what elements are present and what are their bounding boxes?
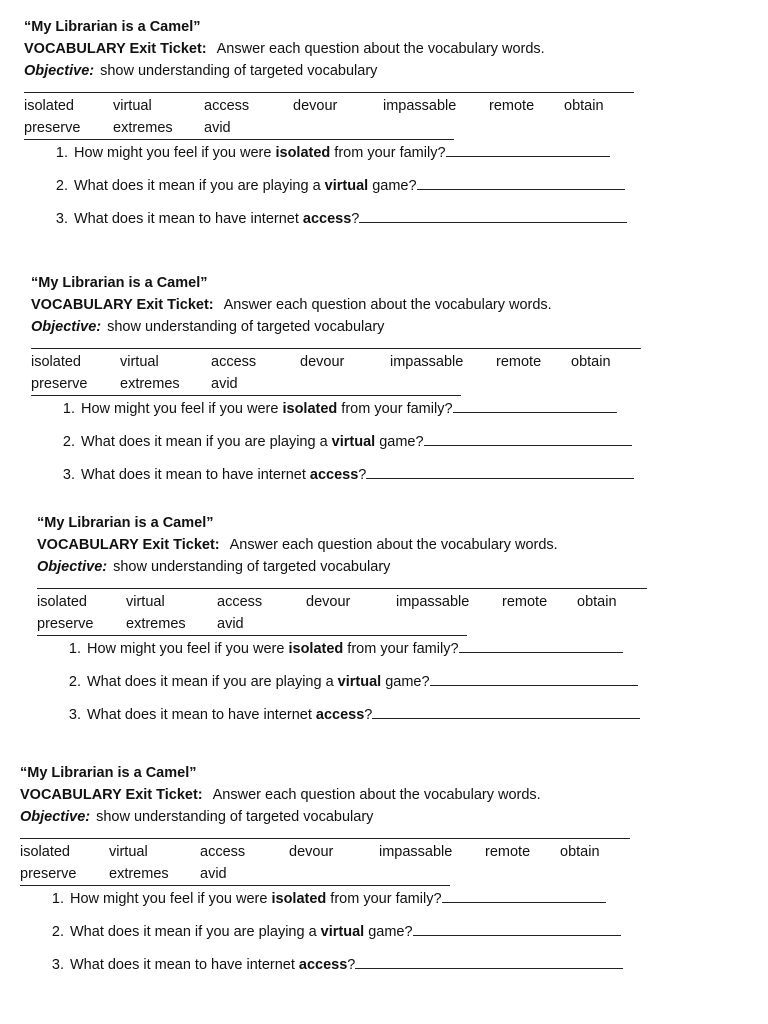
word-bank-word: preserve: [20, 866, 77, 882]
word-bank: [20, 841, 640, 886]
word-bank: [31, 351, 651, 396]
objective-text: show understanding of targeted vocabulary: [107, 319, 385, 335]
objective-label: Objective:: [20, 809, 91, 825]
objective-text: show understanding of targeted vocabulary: [113, 559, 391, 575]
word-bank-word: impassable: [379, 844, 453, 860]
heading-text: Answer each question about the vocabulary words.: [223, 297, 552, 313]
word-bank-word: extremes: [113, 120, 173, 136]
exit-ticket: [24, 16, 664, 227]
question-item: 2. What does it mean if you are playing a virtual game?: [42, 921, 652, 954]
word-bank-word: virtual: [109, 844, 148, 860]
heading-text: Answer each question about the vocabulary words.: [216, 41, 545, 57]
divider-line: [20, 838, 630, 839]
heading-text: Answer each question about the vocabulary words.: [212, 787, 541, 803]
question-item: 2. What does it mean if you are playing a virtual game?: [46, 175, 656, 208]
word-bank-word: isolated: [31, 354, 81, 370]
word-bank-row-2: [24, 117, 454, 140]
answer-blank[interactable]: [424, 431, 632, 446]
answer-blank[interactable]: [446, 142, 610, 157]
answer-blank[interactable]: [413, 921, 621, 936]
answer-blank[interactable]: [372, 704, 640, 719]
word-bank-word: isolated: [24, 98, 74, 114]
ticket-objective: [24, 60, 664, 82]
answer-blank[interactable]: [442, 888, 606, 903]
question-item: 1. How might you feel if you were isolated from your family?: [42, 888, 652, 921]
word-bank: [24, 95, 644, 140]
divider-line: [24, 92, 634, 93]
word-bank-row-2: [37, 613, 467, 636]
question-item: 3. What does it mean to have internet access?: [59, 704, 669, 737]
answer-blank[interactable]: [366, 464, 634, 479]
divider-line: [37, 588, 647, 589]
question-item: 1. How might you feel if you were isolated from your family?: [59, 638, 669, 671]
word-bank-word: devour: [300, 354, 345, 370]
word-bank-word: access: [204, 98, 250, 114]
question-item: 3. What does it mean to have internet access?: [42, 954, 652, 987]
word-bank-row-2: [31, 373, 461, 396]
word-bank-word: access: [211, 354, 257, 370]
answer-blank[interactable]: [430, 671, 638, 686]
question-item: 3. What does it mean to have internet access?: [46, 208, 656, 241]
word-bank-word: extremes: [126, 616, 186, 632]
ticket-title: “My Librarian is a Camel”: [37, 515, 214, 531]
heading-label: VOCABULARY Exit Ticket:: [24, 41, 207, 57]
question-list: [59, 638, 669, 737]
word-bank-row-2: [20, 863, 450, 886]
question-list: [42, 888, 652, 987]
word-bank-word: extremes: [109, 866, 169, 882]
word-bank-word: preserve: [37, 616, 94, 632]
word-bank-row-1: [31, 351, 651, 373]
word-bank-word: preserve: [24, 120, 81, 136]
ticket-objective: [31, 316, 671, 338]
word-bank-word: devour: [293, 98, 338, 114]
question-item: 1. How might you feel if you were isolated from your family?: [46, 142, 656, 175]
ticket-heading: [24, 38, 664, 60]
question-list: [46, 142, 656, 241]
word-bank-word: access: [217, 594, 263, 610]
answer-blank[interactable]: [355, 954, 623, 969]
exit-ticket: [37, 512, 677, 723]
word-bank-word: devour: [289, 844, 334, 860]
word-bank-word: remote: [489, 98, 535, 114]
heading-text: Answer each question about the vocabulary words.: [229, 537, 558, 553]
word-bank-row-1: [37, 591, 657, 613]
word-bank-word: remote: [496, 354, 542, 370]
word-bank-word: obtain: [577, 594, 617, 610]
word-bank-word: preserve: [31, 376, 88, 392]
word-bank-word: access: [200, 844, 246, 860]
ticket-title: “My Librarian is a Camel”: [24, 19, 201, 35]
ticket-objective: [20, 806, 660, 828]
question-item: 1. How might you feel if you were isolated from your family?: [53, 398, 663, 431]
ticket-title: “My Librarian is a Camel”: [20, 765, 197, 781]
answer-blank[interactable]: [453, 398, 617, 413]
word-bank-word: virtual: [113, 98, 152, 114]
ticket-heading: [20, 784, 660, 806]
question-item: 2. What does it mean if you are playing a virtual game?: [53, 431, 663, 464]
word-bank-word: impassable: [383, 98, 457, 114]
word-bank-row-1: [24, 95, 644, 117]
heading-label: VOCABULARY Exit Ticket:: [20, 787, 203, 803]
question-list: [53, 398, 663, 497]
word-bank-word: virtual: [120, 354, 159, 370]
word-bank-word: obtain: [560, 844, 600, 860]
word-bank-word: virtual: [126, 594, 165, 610]
question-item: 3. What does it mean to have internet access?: [53, 464, 663, 497]
heading-label: VOCABULARY Exit Ticket:: [37, 537, 220, 553]
word-bank: [37, 591, 657, 636]
ticket-heading: [37, 534, 677, 556]
word-bank-word: extremes: [120, 376, 180, 392]
word-bank-word: remote: [502, 594, 548, 610]
word-bank-word: isolated: [20, 844, 70, 860]
ticket-heading: [31, 294, 671, 316]
exit-ticket: [31, 272, 671, 483]
objective-text: show understanding of targeted vocabulary: [100, 63, 378, 79]
answer-blank[interactable]: [417, 175, 625, 190]
heading-label: VOCABULARY Exit Ticket:: [31, 297, 214, 313]
ticket-objective: [37, 556, 677, 578]
answer-blank[interactable]: [459, 638, 623, 653]
word-bank-word: avid: [204, 120, 231, 136]
word-bank-word: devour: [306, 594, 351, 610]
word-bank-word: avid: [200, 866, 227, 882]
word-bank-word: obtain: [571, 354, 611, 370]
objective-label: Objective:: [24, 63, 95, 79]
ticket-title: “My Librarian is a Camel”: [31, 275, 208, 291]
word-bank-word: avid: [211, 376, 238, 392]
word-bank-word: remote: [485, 844, 531, 860]
divider-line: [31, 348, 641, 349]
question-item: 2. What does it mean if you are playing a virtual game?: [59, 671, 669, 704]
objective-label: Objective:: [31, 319, 102, 335]
objective-label: Objective:: [37, 559, 108, 575]
objective-text: show understanding of targeted vocabulary: [96, 809, 374, 825]
exit-ticket: [20, 762, 660, 973]
answer-blank[interactable]: [359, 208, 627, 223]
word-bank-word: avid: [217, 616, 244, 632]
word-bank-word: impassable: [390, 354, 464, 370]
word-bank-word: obtain: [564, 98, 604, 114]
word-bank-row-1: [20, 841, 640, 863]
word-bank-word: impassable: [396, 594, 470, 610]
word-bank-word: isolated: [37, 594, 87, 610]
